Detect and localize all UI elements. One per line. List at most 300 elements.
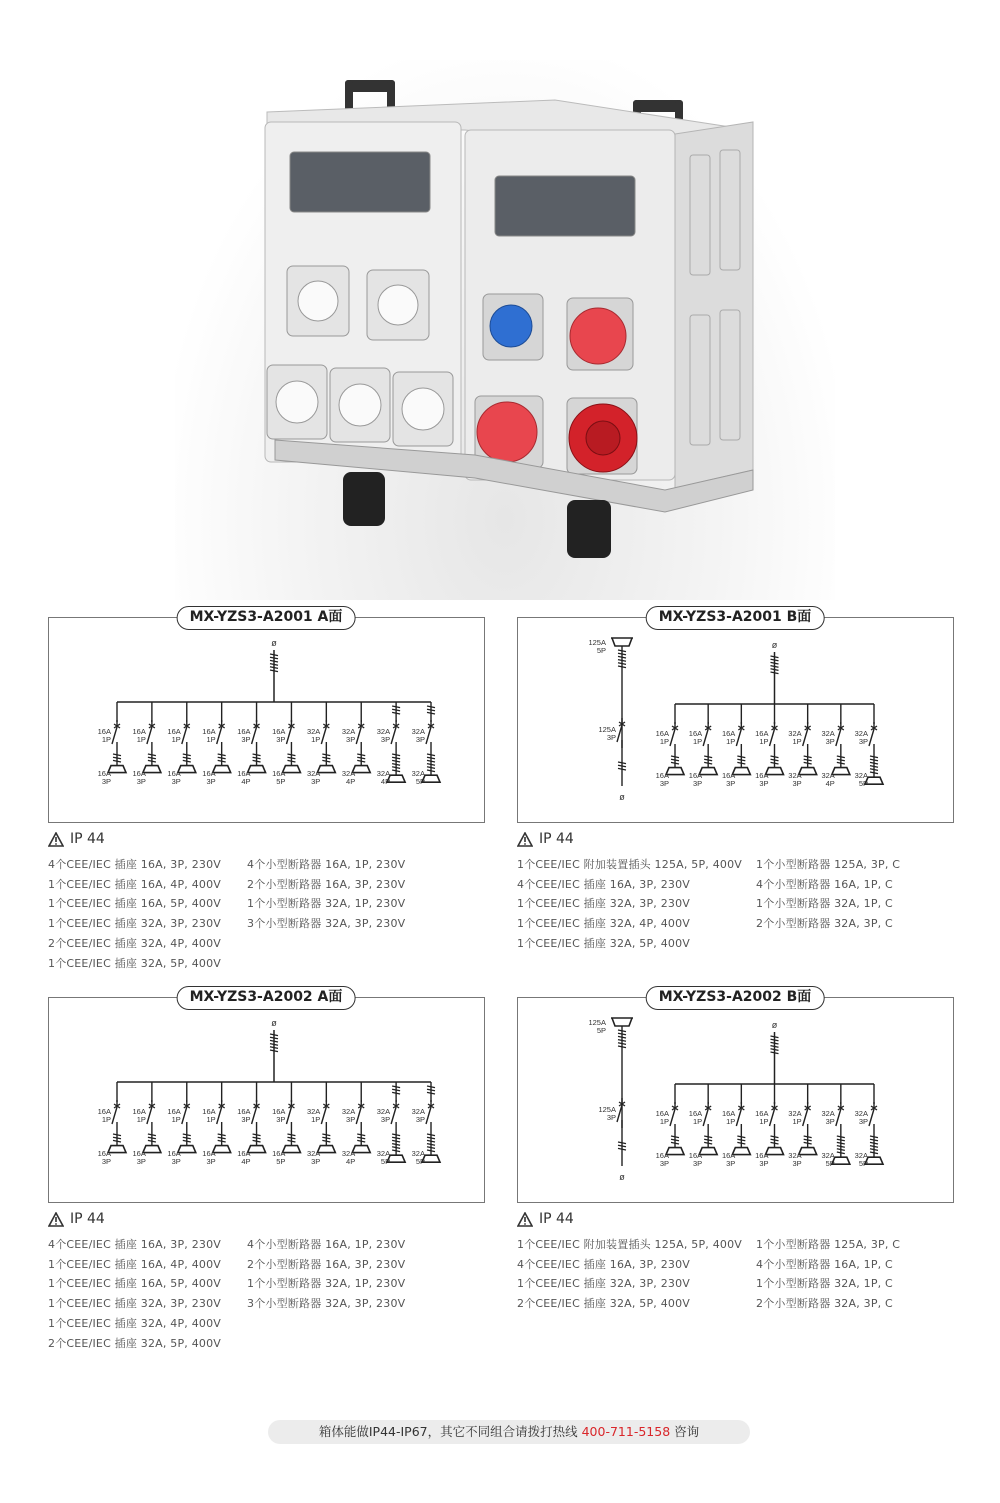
breaker-switch xyxy=(217,727,222,744)
diagram-box xyxy=(48,617,485,823)
coil-stroke xyxy=(270,1047,278,1049)
breaker-switch xyxy=(252,727,257,744)
branch-circuit xyxy=(377,702,405,786)
branch-circuit xyxy=(237,702,265,786)
branch-pole-label: 1P xyxy=(206,1115,216,1124)
coil-stroke xyxy=(392,712,400,714)
branch-circuit xyxy=(821,704,849,788)
coil-stroke xyxy=(618,768,626,770)
spec-line: 1个CEE/IEC 插座 32A, 5P, 400V xyxy=(48,956,222,970)
coil-stroke xyxy=(771,666,779,668)
coil-stroke xyxy=(618,1046,626,1048)
branch-circuit xyxy=(689,704,717,788)
breaker-switch xyxy=(670,729,675,746)
socket-rating-label: 16A xyxy=(237,769,251,778)
spec-line: 2个CEE/IEC 插座 32A, 5P, 400V xyxy=(48,1336,222,1350)
coil-stroke xyxy=(771,662,779,664)
socket-rating-label: 32A xyxy=(854,1151,868,1160)
socket-pole-label: 5P xyxy=(276,1157,286,1166)
branch-circuit xyxy=(788,1084,816,1168)
spec-line: 1个小型断路器 32A, 1P, 230V xyxy=(247,897,406,911)
coil-stroke xyxy=(618,656,626,658)
socket-rating-label: 16A xyxy=(202,769,216,778)
socket-pole-label: 5P xyxy=(858,1159,868,1168)
breaker-switch xyxy=(286,1107,291,1124)
distribution-box-image xyxy=(175,60,835,600)
feed-output-symbol: ø xyxy=(619,1172,625,1182)
coil-stroke xyxy=(270,1037,278,1039)
socket-rating-label: 16A xyxy=(688,771,703,780)
socket-rating-label: 32A xyxy=(411,1149,425,1158)
branch-pole-label: 1P xyxy=(726,1117,736,1126)
socket-rating-label: 16A xyxy=(167,769,181,778)
branch-rating-label: 32A xyxy=(306,1107,321,1116)
branch-pole-label: 1P xyxy=(692,1117,703,1126)
branch-circuit xyxy=(821,1084,849,1168)
breaker-switch xyxy=(391,1107,396,1124)
branch-circuit xyxy=(689,1084,717,1168)
socket-pole-label: 3P xyxy=(726,1159,736,1168)
coil-stroke xyxy=(618,1043,626,1045)
coil-stroke xyxy=(618,1033,626,1035)
coil-stroke xyxy=(270,667,278,669)
socket-pole-label: 4P xyxy=(241,1157,251,1166)
coil-stroke xyxy=(427,709,435,711)
branch-circuit xyxy=(855,704,883,788)
spec-line: 2个小型断路器 32A, 3P, C xyxy=(756,917,893,931)
warning-triangle-icon xyxy=(48,1212,64,1227)
socket-rating-label: 32A xyxy=(788,771,802,780)
socket-rating-label: 16A xyxy=(272,1149,286,1158)
coil-stroke xyxy=(618,1145,626,1147)
branch-circuit xyxy=(412,702,440,786)
socket-rating-label: 16A xyxy=(655,771,669,780)
socket-rating-label: 32A xyxy=(306,769,321,778)
socket-rating-label: 16A xyxy=(755,1151,769,1160)
breaker-switch xyxy=(391,727,396,744)
main-input-symbol: ø xyxy=(271,638,277,648)
coil-stroke xyxy=(618,660,626,662)
branch-pole-label: 3P xyxy=(858,1117,868,1126)
socket-pole-label: 4P xyxy=(346,777,356,786)
diagram-box xyxy=(48,997,485,1203)
branch-rating-label: 16A xyxy=(655,1109,669,1118)
feed-breaker-rating-label: 125A xyxy=(598,725,616,734)
spec-line: 3个小型断路器 32A, 3P, 230V xyxy=(247,1297,406,1311)
socket-pole-label: 3P xyxy=(136,777,146,786)
coil-stroke xyxy=(427,1092,435,1094)
breaker-switch xyxy=(869,729,874,746)
branch-pole-label: 1P xyxy=(136,1115,146,1124)
coil-stroke xyxy=(392,1092,400,1094)
branch-circuit xyxy=(272,1082,300,1166)
panel-a2002-b xyxy=(517,989,954,1203)
socket-pole-label: 3P xyxy=(726,779,736,788)
spec-list xyxy=(517,1235,900,1314)
coil-stroke xyxy=(392,709,400,711)
breaker-switch xyxy=(803,1109,808,1126)
branch-pole-label: 1P xyxy=(659,737,669,746)
feed-breaker-pole-label: 3P xyxy=(606,1113,616,1122)
footer-text: 箱体能做IP44-IP67，其它不同组合请拨打热线 xyxy=(318,1424,582,1439)
diagram-box xyxy=(517,617,954,823)
coil-stroke xyxy=(270,1040,278,1042)
branch-circuit xyxy=(855,1084,883,1168)
branch-rating-label: 16A xyxy=(97,1107,111,1116)
branch-pole-label: 1P xyxy=(101,735,111,744)
spec-line: 3个小型断路器 32A, 3P, 230V xyxy=(247,917,406,931)
coil-stroke xyxy=(771,659,779,661)
circuit-diagram xyxy=(518,998,955,1204)
branch-pole-label: 3P xyxy=(346,735,356,744)
socket-pole-label: 3P xyxy=(659,1159,669,1168)
spec-line: 2个小型断路器 32A, 3P, C xyxy=(756,1297,893,1311)
spec-line: 4个CEE/IEC 插座 16A, 3P, 230V xyxy=(48,1238,222,1251)
branch-pole-label: 1P xyxy=(171,735,181,744)
socket-pole-label: 5P xyxy=(858,779,868,788)
diagram-box xyxy=(517,997,954,1203)
branch-rating-label: 16A xyxy=(272,727,286,736)
branch-rating-label: 16A xyxy=(237,727,251,736)
breaker-switch xyxy=(112,727,117,744)
breaker-switch xyxy=(182,1107,187,1124)
coil-stroke xyxy=(392,706,400,708)
spec-column-sockets xyxy=(48,855,221,973)
breaker-switch xyxy=(182,727,187,744)
coil-stroke xyxy=(618,1036,626,1038)
branch-circuit xyxy=(307,702,335,786)
breaker-switch xyxy=(770,1109,775,1126)
branch-rating-label: 32A xyxy=(788,729,802,738)
breaker-switch xyxy=(321,1107,326,1124)
breaker-switch xyxy=(703,729,708,746)
socket-rating-label: 32A xyxy=(411,769,425,778)
spec-column-breakers xyxy=(247,855,405,973)
socket-rating-label: 16A xyxy=(755,771,769,780)
socket-rating-label: 16A xyxy=(97,769,111,778)
branch-pole-label: 3P xyxy=(241,735,251,744)
panel-a2001-a xyxy=(48,609,485,823)
branch-rating-label: 16A xyxy=(167,727,181,736)
branch-pole-label: 1P xyxy=(206,735,216,744)
spec-line: 2个小型断路器 16A, 3P, 230V xyxy=(247,877,406,891)
spec-line: 1个CEE/IEC 附加装置插头 125A, 5P, 400V xyxy=(517,858,743,871)
spec-line: 4个CEE/IEC 插座 16A, 3P, 230V xyxy=(517,1257,691,1271)
socket-pole-label: 3P xyxy=(206,1157,216,1166)
plug-symbol xyxy=(612,1018,632,1026)
spec-line: 1个CEE/IEC 插座 32A, 3P, 230V xyxy=(517,1277,691,1291)
breaker-switch xyxy=(836,1109,841,1126)
branch-rating-label: 16A xyxy=(132,727,146,736)
spec-column-sockets xyxy=(48,1235,221,1353)
breaker-switch xyxy=(217,1107,222,1124)
ip-rating xyxy=(517,1211,574,1227)
ip-rating-label: IP 44 xyxy=(70,831,105,847)
socket-pole-label: 3P xyxy=(311,1157,321,1166)
breaker-switch xyxy=(147,1107,152,1124)
coil-stroke xyxy=(771,1039,779,1041)
warning-triangle-icon xyxy=(517,832,533,847)
socket-pole-label: 3P xyxy=(136,1157,146,1166)
breaker-switch xyxy=(736,1109,741,1126)
feed-rating-label: 125A xyxy=(588,1018,606,1027)
spec-line: 1个CEE/IEC 插座 32A, 5P, 400V xyxy=(517,936,691,950)
coil-stroke xyxy=(427,712,435,714)
branch-rating-label: 16A xyxy=(237,1107,251,1116)
branch-rating-label: 16A xyxy=(272,1107,286,1116)
footer-text-suffix: 咨询 xyxy=(670,1424,700,1439)
branch-circuit xyxy=(237,1082,265,1166)
branch-pole-label: 1P xyxy=(759,737,769,746)
coil-stroke xyxy=(270,660,278,662)
branch-circuit xyxy=(656,704,684,788)
socket-rating-label: 16A xyxy=(97,1149,111,1158)
socket-pole-label: 4P xyxy=(380,777,391,786)
breaker-switch xyxy=(112,1107,117,1124)
coil-stroke xyxy=(270,657,278,659)
hotline-number[interactable]: 400-711-5158 xyxy=(581,1424,671,1439)
branch-rating-label: 32A xyxy=(376,727,391,736)
socket-rating-label: 16A xyxy=(167,1149,181,1158)
socket-pole-label: 3P xyxy=(692,1159,703,1168)
spec-line: 1个CEE/IEC 插座 16A, 5P, 400V xyxy=(48,1277,222,1291)
ip-rating-label: IP 44 xyxy=(539,1211,574,1227)
socket-pole-label: 3P xyxy=(311,777,321,786)
spec-line: 1个CEE/IEC 插座 32A, 3P, 230V xyxy=(48,917,222,931)
branch-pole-label: 1P xyxy=(726,737,736,746)
plug-symbol xyxy=(612,638,632,646)
coil-stroke xyxy=(618,1040,626,1042)
socket-pole-label: 3P xyxy=(792,1159,802,1168)
branch-circuit xyxy=(377,1082,405,1166)
coil-stroke xyxy=(618,762,626,764)
spec-line: 4个小型断路器 16A, 1P, C xyxy=(756,877,893,891)
ip-rating-label: IP 44 xyxy=(539,831,574,847)
coil-stroke xyxy=(427,706,435,708)
spec-line: 2个CEE/IEC 插座 32A, 5P, 400V xyxy=(517,1297,691,1311)
branch-rating-label: 32A xyxy=(788,1109,802,1118)
socket-pole-label: 5P xyxy=(415,1157,425,1166)
coil-stroke xyxy=(270,1044,278,1046)
branch-circuit xyxy=(722,704,750,788)
branch-rating-label: 32A xyxy=(306,727,321,736)
branch-circuit xyxy=(342,1082,370,1166)
spec-line: 4个小型断路器 16A, 1P, C xyxy=(756,1257,893,1271)
branch-rating-label: 16A xyxy=(97,727,111,736)
spec-line: 1个CEE/IEC 插座 32A, 4P, 400V xyxy=(48,1316,222,1330)
branch-rating-label: 32A xyxy=(854,1109,868,1118)
branch-pole-label: 1P xyxy=(692,737,703,746)
socket-pole-label: 3P xyxy=(759,1159,769,1168)
coil-stroke xyxy=(771,1042,779,1044)
coil-stroke xyxy=(618,765,626,767)
socket-pole-label: 5P xyxy=(825,1159,835,1168)
branch-circuit xyxy=(755,1084,783,1168)
branch-pole-label: 1P xyxy=(311,735,321,744)
branch-pole-label: 1P xyxy=(792,737,802,746)
socket-rating-label: 16A xyxy=(202,1149,216,1158)
socket-rating-label: 32A xyxy=(341,769,356,778)
panel-title: MX-YZS3-A2001 A面 xyxy=(177,606,356,630)
branch-pole-label: 1P xyxy=(136,735,146,744)
spec-line: 1个CEE/IEC 附加装置插头 125A, 5P, 400V xyxy=(517,1238,743,1251)
breaker-switch xyxy=(869,1109,874,1126)
branch-circuit xyxy=(656,1084,684,1168)
socket-pole-label: 3P xyxy=(171,1157,181,1166)
circuit-diagram xyxy=(518,618,955,824)
feed-rating-label: 125A xyxy=(588,638,606,647)
feed-breaker-pole-label: 3P xyxy=(606,733,616,742)
socket-rating-label: 16A xyxy=(237,1149,251,1158)
coil-stroke xyxy=(618,1030,626,1032)
coil-stroke xyxy=(270,654,278,656)
branch-rating-label: 32A xyxy=(821,1109,835,1118)
branch-pole-label: 3P xyxy=(276,735,286,744)
socket-rating-label: 16A xyxy=(721,771,736,780)
breaker-switch xyxy=(356,1107,361,1124)
panel-title: MX-YZS3-A2001 B面 xyxy=(646,606,825,630)
breaker-switch xyxy=(617,1105,622,1122)
socket-pole-label: 3P xyxy=(101,777,111,786)
branch-rating-label: 32A xyxy=(341,1107,356,1116)
coil-stroke xyxy=(771,1049,779,1051)
coil-stroke xyxy=(618,1148,626,1150)
branch-circuit xyxy=(167,702,195,786)
circuit-diagram xyxy=(49,618,486,824)
branch-pole-label: 1P xyxy=(311,1115,321,1124)
spec-line: 1个小型断路器 125A, 3P, C xyxy=(756,1238,901,1251)
spec-column-breakers xyxy=(756,1235,900,1314)
spec-line: 1个CEE/IEC 插座 16A, 5P, 400V xyxy=(48,897,222,911)
feed-pole-label: 5P xyxy=(596,646,606,655)
branch-pole-label: 3P xyxy=(380,735,391,744)
branch-circuit xyxy=(788,704,816,788)
branch-rating-label: 16A xyxy=(655,729,669,738)
branch-rating-label: 32A xyxy=(854,729,868,738)
warning-triangle-icon xyxy=(48,832,64,847)
socket-rating-label: 32A xyxy=(854,771,868,780)
branch-circuit xyxy=(133,702,161,786)
branch-pole-label: 1P xyxy=(759,1117,769,1126)
socket-rating-label: 16A xyxy=(721,1151,736,1160)
branch-pole-label: 3P xyxy=(346,1115,356,1124)
branch-rating-label: 16A xyxy=(202,1107,216,1116)
breaker-switch xyxy=(736,729,741,746)
socket-pole-label: 3P xyxy=(101,1157,111,1166)
branch-pole-label: 3P xyxy=(825,737,835,746)
coil-stroke xyxy=(618,663,626,665)
coil-stroke xyxy=(392,1086,400,1088)
panel-title: MX-YZS3-A2002 A面 xyxy=(177,986,356,1010)
branch-pole-label: 1P xyxy=(792,1117,802,1126)
feed-circuit xyxy=(588,1018,633,1182)
breaker-switch xyxy=(426,1107,431,1124)
breaker-switch xyxy=(703,1109,708,1126)
branch-pole-label: 1P xyxy=(171,1115,181,1124)
spec-line: 1个小型断路器 32A, 1P, C xyxy=(756,1277,893,1291)
coil-stroke xyxy=(618,666,626,668)
branch-rating-label: 32A xyxy=(411,727,425,736)
breaker-switch xyxy=(147,727,152,744)
feed-output-symbol: ø xyxy=(619,792,625,802)
socket-rating-label: 16A xyxy=(132,1149,146,1158)
breaker-switch xyxy=(321,727,326,744)
branch-pole-label: 3P xyxy=(858,737,868,746)
branch-circuit xyxy=(722,1084,750,1168)
spec-line: 4个CEE/IEC 插座 16A, 3P, 230V xyxy=(48,858,222,871)
spec-list xyxy=(48,855,405,973)
socket-rating-label: 32A xyxy=(821,771,835,780)
branch-rating-label: 16A xyxy=(688,729,703,738)
branch-rating-label: 16A xyxy=(688,1109,703,1118)
branch-rating-label: 16A xyxy=(721,729,736,738)
socket-pole-label: 3P xyxy=(659,779,669,788)
coil-stroke xyxy=(771,669,779,671)
branch-circuit xyxy=(342,702,370,786)
branch-pole-label: 3P xyxy=(241,1115,251,1124)
branch-pole-label: 3P xyxy=(380,1115,391,1124)
circuit-diagram xyxy=(49,998,486,1204)
branch-pole-label: 1P xyxy=(659,1117,669,1126)
socket-pole-label: 4P xyxy=(241,777,251,786)
socket-rating-label: 32A xyxy=(821,1151,835,1160)
breaker-switch xyxy=(426,727,431,744)
ip-rating-label: IP 44 xyxy=(70,1211,105,1227)
spec-line: 2个小型断路器 16A, 3P, 230V xyxy=(247,1257,406,1271)
socket-rating-label: 32A xyxy=(788,1151,802,1160)
product-image xyxy=(175,60,835,600)
coil-stroke xyxy=(771,1046,779,1048)
branch-pole-label: 3P xyxy=(415,1115,425,1124)
coil-stroke xyxy=(771,656,779,658)
socket-rating-label: 16A xyxy=(655,1151,669,1160)
warning-triangle-icon xyxy=(517,1212,533,1227)
main-input-symbol: ø xyxy=(271,1018,277,1028)
coil-stroke xyxy=(392,1089,400,1091)
hotline-banner xyxy=(268,1420,750,1444)
ip-rating xyxy=(48,831,105,847)
socket-rating-label: 16A xyxy=(688,1151,703,1160)
branch-rating-label: 16A xyxy=(755,1109,769,1118)
socket-pole-label: 5P xyxy=(276,777,286,786)
breaker-switch xyxy=(770,729,775,746)
branch-rating-label: 32A xyxy=(821,729,835,738)
branch-rating-label: 32A xyxy=(341,727,356,736)
socket-rating-label: 16A xyxy=(272,769,286,778)
spec-line: 4个小型断路器 16A, 1P, 230V xyxy=(247,1238,406,1251)
branch-rating-label: 32A xyxy=(376,1107,391,1116)
spec-line: 1个CEE/IEC 插座 16A, 4P, 400V xyxy=(48,877,222,891)
feed-breaker-rating-label: 125A xyxy=(598,1105,616,1114)
ip-rating xyxy=(48,1211,105,1227)
branch-rating-label: 32A xyxy=(411,1107,425,1116)
branch-rating-label: 16A xyxy=(721,1109,736,1118)
branch-circuit xyxy=(272,702,300,786)
breaker-switch xyxy=(803,729,808,746)
socket-pole-label: 4P xyxy=(346,1157,356,1166)
spec-column-sockets xyxy=(517,1235,742,1314)
breaker-switch xyxy=(836,729,841,746)
branch-circuit xyxy=(202,1082,230,1166)
feed-pole-label: 5P xyxy=(596,1026,606,1035)
breaker-switch xyxy=(252,1107,257,1124)
coil-stroke xyxy=(270,1050,278,1052)
socket-pole-label: 3P xyxy=(692,779,703,788)
panel-a2002-a xyxy=(48,989,485,1203)
breaker-switch xyxy=(286,727,291,744)
spec-column-breakers xyxy=(756,855,900,954)
socket-pole-label: 4P xyxy=(825,779,835,788)
